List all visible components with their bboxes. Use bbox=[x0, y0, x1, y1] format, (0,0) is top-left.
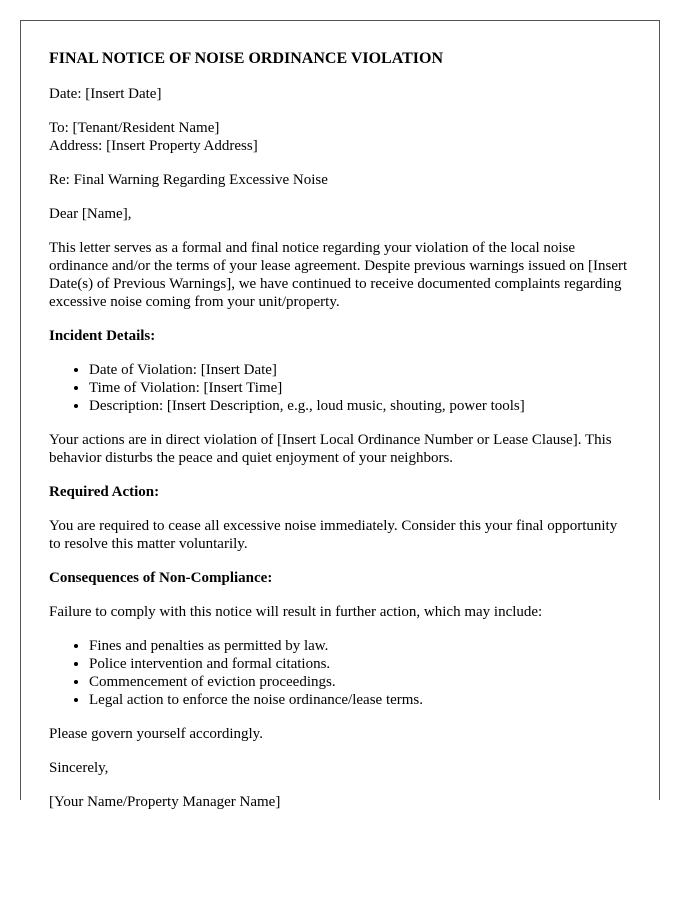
letter-page bbox=[20, 20, 660, 810]
list-item: • Legal action to enforce the noise ordinance/lease terms. bbox=[89, 691, 631, 709]
re-line: Re: Final Warning Regarding Excessive Noise bbox=[49, 172, 328, 188]
consequences-list bbox=[49, 637, 631, 709]
salutation: Dear [Name], bbox=[49, 206, 132, 222]
list-item: • Fines and penalties as permitted by law. bbox=[89, 637, 631, 655]
to-line: To: [Tenant/Resident Name] bbox=[49, 120, 220, 136]
incident-heading: Incident Details: bbox=[49, 328, 156, 344]
address-line: Address: [Insert Property Address] bbox=[49, 138, 258, 154]
date-line: Date: [Insert Date] bbox=[49, 86, 162, 102]
list-item: • Description: [Insert Description, e.g., loud music, shouting, power tools] bbox=[89, 397, 631, 415]
required-action-text: You are required to cease all excessive noise immediately. Consider this your final opportunity to resolve this matter voluntarily. bbox=[49, 518, 618, 552]
violation-paragraph: Your actions are in direct violation of [Insert Local Ordinance Number or Lease Clause]. This behavior disturbs the peace and quiet enjoyment of your neighbors. bbox=[49, 432, 612, 466]
list-item: • Time of Violation: [Insert Time] bbox=[89, 379, 631, 397]
signoff: Sincerely, bbox=[49, 760, 109, 776]
required-action-heading: Required Action: bbox=[49, 484, 160, 500]
closing-line: Please govern yourself accordingly. bbox=[49, 726, 263, 742]
list-item: • Police intervention and formal citations. bbox=[89, 655, 631, 673]
letter-content bbox=[21, 21, 659, 811]
list-item: • Date of Violation: [Insert Date] bbox=[89, 361, 631, 379]
consequences-heading: Consequences of Non-Compliance: bbox=[49, 570, 273, 586]
list-item: • Commencement of eviction proceedings. bbox=[89, 673, 631, 691]
incident-list bbox=[49, 361, 631, 415]
recipient-block bbox=[49, 119, 631, 155]
intro-paragraph: This letter serves as a formal and final notice regarding your violation of the local noise ordinance and/or the terms of your lease agreement. Despite previous warnings issued on [Insert Date(s) of Previous Warnings], we have continued to receive documented complaints regarding excessive noise coming from your unit/property. bbox=[49, 240, 628, 310]
signature: [Your Name/Property Manager Name] bbox=[49, 794, 281, 810]
consequences-intro: Failure to comply with this notice will result in further action, which may include: bbox=[49, 604, 543, 620]
letter-title: FINAL NOTICE OF NOISE ORDINANCE VIOLATION bbox=[49, 50, 443, 67]
